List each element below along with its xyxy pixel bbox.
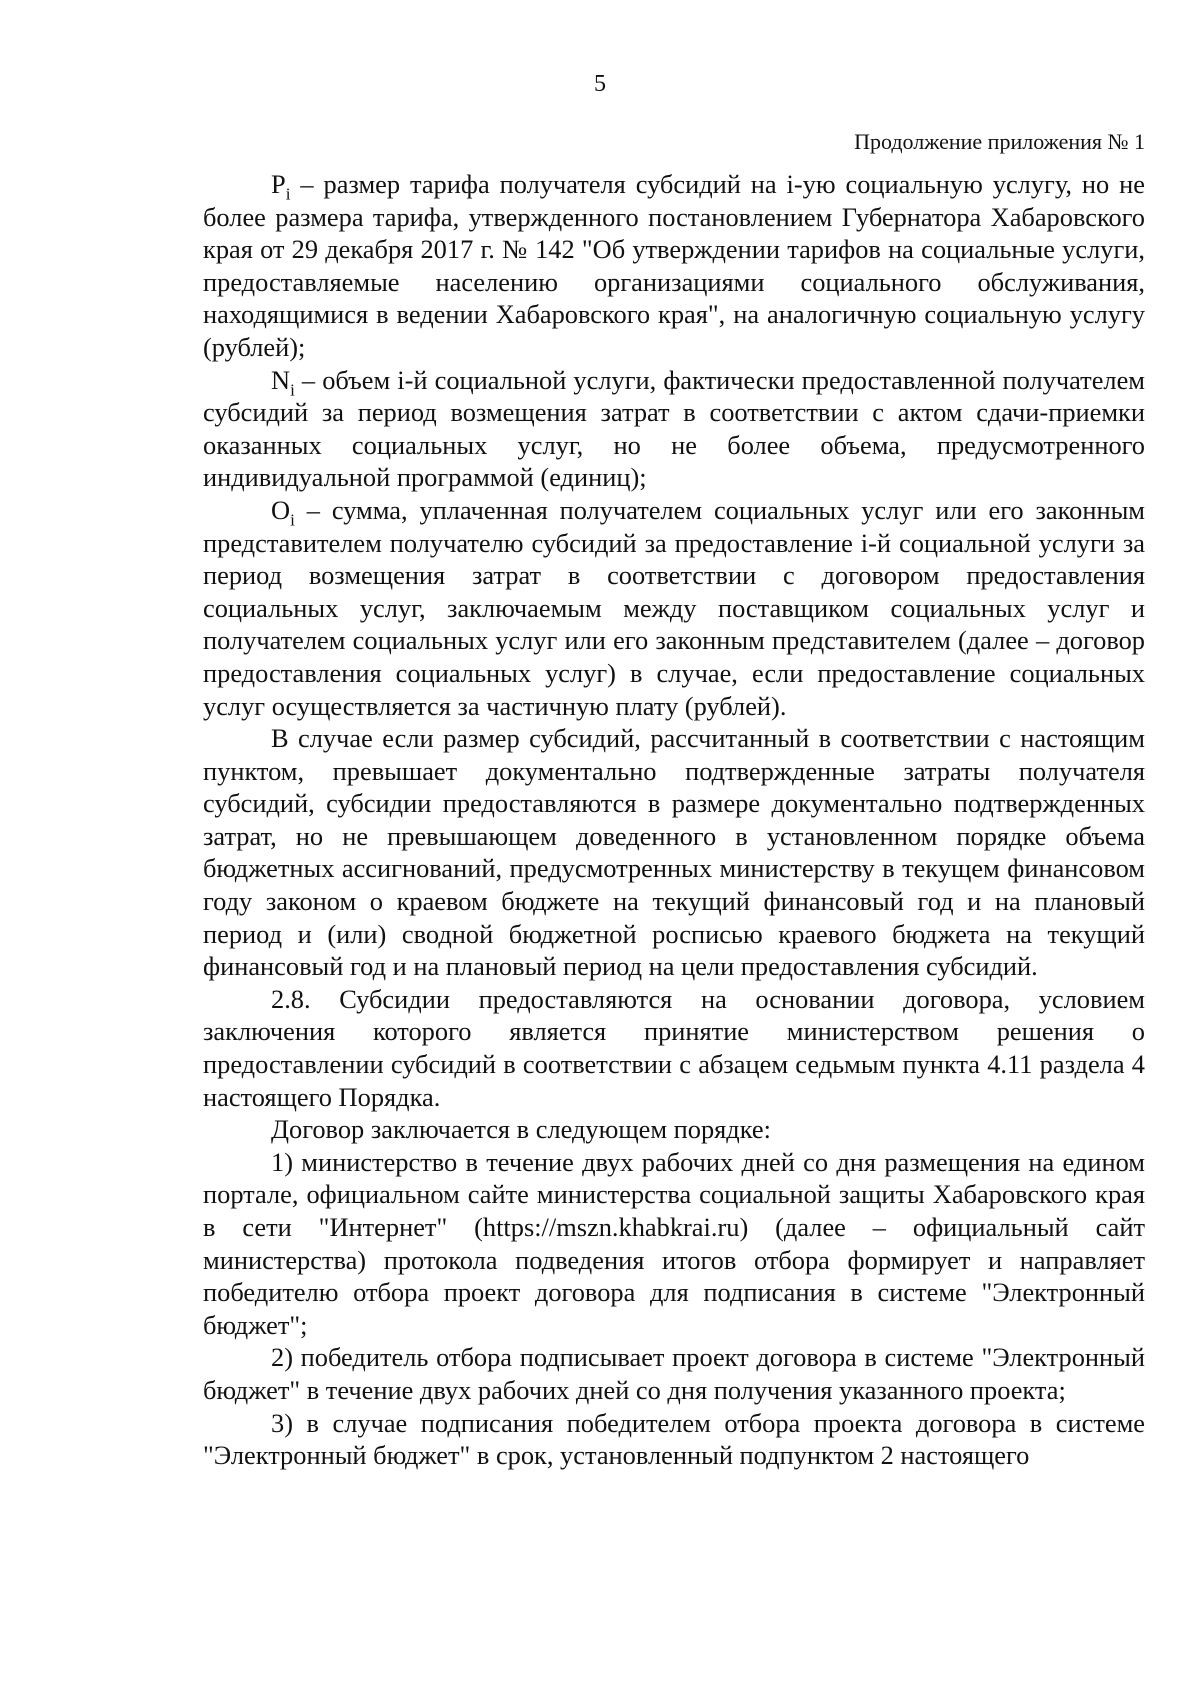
definition-o-i: $O_i$ – сумма, уплаченная получателем социальных услуг или его законным представителем получателю субсидий за предоставление i-й социальной услуги за период возмещения затрат в соответствии с договором предоставления социальных услуг, заключаемым между поставщиком социальных услуг и получателем социальных услуг или его законным представителем (далее – договор предоставления социальных услуг) в случае, если предоставление социальных услуг осуществляется за частичную плату (рублей). [203, 494, 1145, 721]
list-item-2: 2) победитель отбора подписывает проект договора в системе "Электронный бюджет" в течение двух рабочих дней со дня получения указанного проекта; [203, 1342, 1145, 1405]
paragraph-2-8: 2.8. Субсидии предоставляются на основании договора, условием заключения которого является принятие министерством решения о предоставлении субсидий в соответствии с абзацем седьмым пункта 4.11 раздела 4 настоящего Порядка. [203, 983, 1145, 1112]
definition-n-i: $N_i$ – объем i-й социальной услуги, фактически предоставленной получателем субсидий за период возмещения затрат в соответствии с актом сдачи-приемки оказанных социальных услуг, но не более объема, предусмотренного индивидуальной программой (единиц); [203, 364, 1145, 493]
appendix-continuation-note: Продолжение приложения № 1 [854, 129, 1145, 154]
page-number: 5 [594, 71, 606, 97]
list-item-3: 3) в случае подписания победителем отбора проекта договора в системе "Электронный бюджет" в срок, установленный подпунктом 2 настоящего [203, 1407, 1145, 1471]
list-item-1: 1) министерство в течение двух рабочих дней со дня размещения на едином портале, официальном сайте министерства социальной защиты Хабаровского края в сети "Интернет" (https://mszn.khabkrai.ru) (далее – официальный сайт министерства) протокола подведения итогов отбора формирует и направляет победителю отбора проект договора для подписания в системе "Электронный бюджет"; [203, 1146, 1145, 1340]
paragraph-subsidy-limit: В случае если размер субсидий, рассчитанный в соответствии с настоящим пунктом, превышает документально подтвержденные затраты получателя субсидий, субсидии предоставляются в размере документально подтвержденных затрат, но не превышающем доведенного в установленном порядке объема бюджетных ассигнований, предусмотренных министерству в текущем финансовом году законом о краевом бюджете на текущий финансовый год и на плановый период и (или) сводной бюджетной росписью краевого бюджета на текущий финансовый год и на плановый период на цели предоставления субсидий. [203, 723, 1145, 982]
definition-p-i: $P_i$ – размер тарифа получателя субсидий на i-ую социальную услугу, но не более размера тарифа, утвержденного постановлением Губернатора Хабаровского края от 29 декабря 2017 г. № 142 "Об утверждении тарифов на социальные услуги, предоставляемые населению организациями социального обслуживания, находящимися в ведении Хабаровского края", на аналогичную социальную услугу (рублей); [203, 169, 1145, 362]
document-body [203, 168, 1145, 1472]
paragraph-contract-order: Договор заключается в следующем порядке: [271, 1114, 771, 1145]
